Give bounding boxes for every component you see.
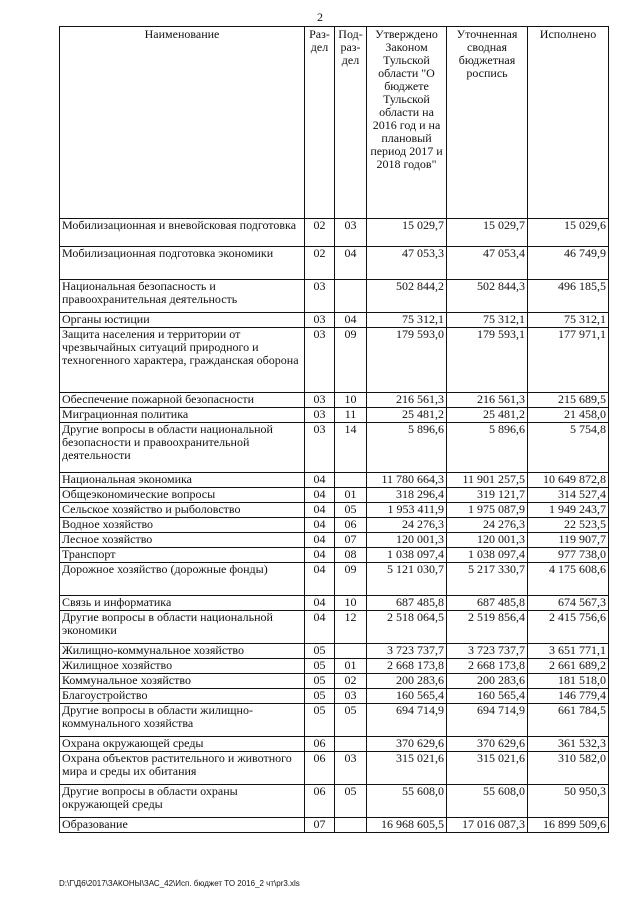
row-revised: 370 629,6: [447, 737, 528, 752]
table-row: [60, 503, 609, 518]
table-row: [60, 247, 609, 280]
row-subsection: 02: [335, 674, 367, 689]
row-section: 04: [305, 563, 335, 596]
row-executed: 22 523,5: [528, 518, 609, 533]
row-approved: 24 276,3: [367, 518, 447, 533]
row-subsection: [335, 737, 367, 752]
table-row: [60, 611, 609, 644]
row-executed: 21 458,0: [528, 408, 609, 423]
row-approved: 179 593,0: [367, 328, 447, 393]
row-section: 04: [305, 503, 335, 518]
row-section: 02: [305, 219, 335, 247]
row-executed: 2 415 756,6: [528, 611, 609, 644]
row-revised: 1 038 097,4: [447, 548, 528, 563]
header-approved: Утверждено Законом Тульской области "О бюджете Тульской области на 2016 год и на плановый период 2017 и 2018 годов": [367, 27, 447, 219]
row-revised: 2 668 173,8: [447, 659, 528, 674]
row-name: Другие вопросы в области национальной экономики: [60, 611, 305, 644]
row-approved: 1 953 411,9: [367, 503, 447, 518]
row-section: 04: [305, 518, 335, 533]
row-approved: 687 485,8: [367, 596, 447, 611]
row-subsection: 07: [335, 533, 367, 548]
row-revised: 2 519 856,4: [447, 611, 528, 644]
row-revised: 55 608,0: [447, 785, 528, 818]
row-executed: 314 527,4: [528, 488, 609, 503]
table-row: [60, 473, 609, 488]
row-subsection: 09: [335, 563, 367, 596]
row-executed: 361 532,3: [528, 737, 609, 752]
row-subsection: 10: [335, 596, 367, 611]
row-revised: 3 723 737,7: [447, 644, 528, 659]
row-revised: 315 021,6: [447, 752, 528, 785]
row-approved: 315 021,6: [367, 752, 447, 785]
row-section: 04: [305, 488, 335, 503]
row-section: 06: [305, 785, 335, 818]
table-row: [60, 408, 609, 423]
row-subsection: [335, 644, 367, 659]
row-revised: 5 217 330,7: [447, 563, 528, 596]
row-subsection: 10: [335, 393, 367, 408]
row-executed: 181 518,0: [528, 674, 609, 689]
row-approved: 160 565,4: [367, 689, 447, 704]
row-section: 05: [305, 704, 335, 737]
row-executed: 1 949 243,7: [528, 503, 609, 518]
row-revised: 25 481,2: [447, 408, 528, 423]
table-row: [60, 752, 609, 785]
table-row: [60, 644, 609, 659]
row-name: Жилищно-коммунальное хозяйство: [60, 644, 305, 659]
row-approved: 25 481,2: [367, 408, 447, 423]
row-name: Связь и информатика: [60, 596, 305, 611]
row-approved: 200 283,6: [367, 674, 447, 689]
table-row: [60, 548, 609, 563]
row-executed: 674 567,3: [528, 596, 609, 611]
row-revised: 5 896,6: [447, 423, 528, 473]
row-section: 06: [305, 752, 335, 785]
row-subsection: 11: [335, 408, 367, 423]
row-subsection: 08: [335, 548, 367, 563]
row-name: Коммунальное хозяйство: [60, 674, 305, 689]
row-section: 03: [305, 280, 335, 313]
row-executed: 310 582,0: [528, 752, 609, 785]
row-revised: 75 312,1: [447, 313, 528, 328]
row-executed: 46 749,9: [528, 247, 609, 280]
row-revised: 120 001,3: [447, 533, 528, 548]
row-name: Дорожное хозяйство (дорожные фонды): [60, 563, 305, 596]
row-subsection: 05: [335, 704, 367, 737]
table-row: [60, 704, 609, 737]
row-section: 04: [305, 473, 335, 488]
table-row: [60, 785, 609, 818]
row-executed: 661 784,5: [528, 704, 609, 737]
row-name: Общеэкономические вопросы: [60, 488, 305, 503]
row-subsection: 03: [335, 219, 367, 247]
table-row: [60, 674, 609, 689]
header-executed: Исполнено: [528, 27, 609, 219]
row-approved: 75 312,1: [367, 313, 447, 328]
row-subsection: 06: [335, 518, 367, 533]
row-name: Сельское хозяйство и рыболовство: [60, 503, 305, 518]
row-revised: 502 844,3: [447, 280, 528, 313]
row-executed: 16 899 509,6: [528, 818, 609, 833]
row-revised: 160 565,4: [447, 689, 528, 704]
table-row: [60, 488, 609, 503]
row-subsection: [335, 280, 367, 313]
header-name: Наименование: [60, 27, 305, 219]
row-name: Мобилизационная и вневойсковая подготовка: [60, 219, 305, 247]
row-subsection: 05: [335, 785, 367, 818]
row-section: 04: [305, 533, 335, 548]
row-approved: 502 844,2: [367, 280, 447, 313]
row-name: Транспорт: [60, 548, 305, 563]
row-revised: 179 593,1: [447, 328, 528, 393]
row-name: Органы юстиции: [60, 313, 305, 328]
table-row: [60, 659, 609, 674]
row-executed: 10 649 872,8: [528, 473, 609, 488]
row-approved: 2 668 173,8: [367, 659, 447, 674]
row-executed: 15 029,6: [528, 219, 609, 247]
row-revised: 47 053,4: [447, 247, 528, 280]
row-name: Другие вопросы в области жилищно-коммунального хозяйства: [60, 704, 305, 737]
row-approved: 11 780 664,3: [367, 473, 447, 488]
row-section: 06: [305, 737, 335, 752]
row-name: Национальная безопасность и правоохранительная деятельность: [60, 280, 305, 313]
table-row: [60, 596, 609, 611]
row-approved: 3 723 737,7: [367, 644, 447, 659]
row-subsection: 03: [335, 689, 367, 704]
row-revised: 17 016 087,3: [447, 818, 528, 833]
row-name: Водное хозяйство: [60, 518, 305, 533]
row-executed: 4 175 608,6: [528, 563, 609, 596]
row-name: Охрана окружающей среды: [60, 737, 305, 752]
row-approved: 216 561,3: [367, 393, 447, 408]
row-section: 04: [305, 611, 335, 644]
row-section: 03: [305, 313, 335, 328]
row-section: 03: [305, 408, 335, 423]
row-executed: 146 779,4: [528, 689, 609, 704]
row-subsection: 12: [335, 611, 367, 644]
row-approved: 47 053,3: [367, 247, 447, 280]
row-subsection: [335, 473, 367, 488]
row-name: Обеспечение пожарной безопасности: [60, 393, 305, 408]
row-approved: 55 608,0: [367, 785, 447, 818]
row-section: 04: [305, 548, 335, 563]
row-executed: 119 907,7: [528, 533, 609, 548]
row-name: Мобилизационная подготовка экономики: [60, 247, 305, 280]
row-name: Благоустройство: [60, 689, 305, 704]
row-section: 07: [305, 818, 335, 833]
row-approved: 2 518 064,5: [367, 611, 447, 644]
row-executed: 3 651 771,1: [528, 644, 609, 659]
row-revised: 11 901 257,5: [447, 473, 528, 488]
row-approved: 370 629,6: [367, 737, 447, 752]
row-name: Защита населения и территории от чрезвычайных ситуаций природного и техногенного характера, гражданская оборона: [60, 328, 305, 393]
row-name: Другие вопросы в области национальной безопасности и правоохранительной деятельности: [60, 423, 305, 473]
row-approved: 16 968 605,5: [367, 818, 447, 833]
row-subsection: 09: [335, 328, 367, 393]
row-revised: 1 975 087,9: [447, 503, 528, 518]
table-body: [60, 219, 609, 833]
row-subsection: 04: [335, 313, 367, 328]
row-executed: 496 185,5: [528, 280, 609, 313]
row-subsection: 03: [335, 752, 367, 785]
row-name: Лесное хозяйство: [60, 533, 305, 548]
page-number: 2: [317, 10, 323, 24]
table-row: [60, 423, 609, 473]
header-revised: Уточненная сводная бюджетная роспись: [447, 27, 528, 219]
table-row: [60, 737, 609, 752]
row-revised: 200 283,6: [447, 674, 528, 689]
row-section: 05: [305, 659, 335, 674]
row-subsection: 05: [335, 503, 367, 518]
row-subsection: 14: [335, 423, 367, 473]
file-path-footer: D:\Г\Д6\2017\ЗАКОНЫ\ЗАС_42\Исп. бюджет ТО 2016_2 чт\pr3.xls: [59, 879, 300, 888]
table-row: [60, 563, 609, 596]
row-name: Миграционная политика: [60, 408, 305, 423]
row-executed: 75 312,1: [528, 313, 609, 328]
row-name: Жилищное хозяйство: [60, 659, 305, 674]
row-revised: 687 485,8: [447, 596, 528, 611]
row-revised: 216 561,3: [447, 393, 528, 408]
row-section: 05: [305, 689, 335, 704]
row-executed: 2 661 689,2: [528, 659, 609, 674]
row-section: 05: [305, 674, 335, 689]
row-revised: 319 121,7: [447, 488, 528, 503]
row-name: Национальная экономика: [60, 473, 305, 488]
row-revised: 694 714,9: [447, 704, 528, 737]
row-section: 02: [305, 247, 335, 280]
row-approved: 694 714,9: [367, 704, 447, 737]
table-row: [60, 280, 609, 313]
table-header-row: [60, 27, 609, 219]
row-section: 03: [305, 423, 335, 473]
row-name: Другие вопросы в области охраны окружающей среды: [60, 785, 305, 818]
table-row: [60, 518, 609, 533]
row-approved: 1 038 097,4: [367, 548, 447, 563]
row-approved: 318 296,4: [367, 488, 447, 503]
row-approved: 15 029,7: [367, 219, 447, 247]
row-section: 05: [305, 644, 335, 659]
row-name: Образование: [60, 818, 305, 833]
header-section: Раз-дел: [305, 27, 335, 219]
row-subsection: 01: [335, 659, 367, 674]
table-row: [60, 328, 609, 393]
row-approved: 120 001,3: [367, 533, 447, 548]
row-executed: 50 950,3: [528, 785, 609, 818]
table-row: [60, 689, 609, 704]
row-section: 03: [305, 393, 335, 408]
table-row: [60, 313, 609, 328]
row-section: 03: [305, 328, 335, 393]
row-subsection: 04: [335, 247, 367, 280]
header-subsection: Под-раз-дел: [335, 27, 367, 219]
budget-execution-table: [59, 26, 609, 833]
row-approved: 5 121 030,7: [367, 563, 447, 596]
table-row: [60, 533, 609, 548]
row-revised: 24 276,3: [447, 518, 528, 533]
table-row: [60, 393, 609, 408]
row-approved: 5 896,6: [367, 423, 447, 473]
row-executed: 177 971,1: [528, 328, 609, 393]
table-row: [60, 219, 609, 247]
row-executed: 977 738,0: [528, 548, 609, 563]
row-section: 04: [305, 596, 335, 611]
row-name: Охрана объектов растительного и животного мира и среды их обитания: [60, 752, 305, 785]
row-subsection: 01: [335, 488, 367, 503]
row-executed: 5 754,8: [528, 423, 609, 473]
table-row: [60, 818, 609, 833]
row-revised: 15 029,7: [447, 219, 528, 247]
row-executed: 215 689,5: [528, 393, 609, 408]
row-subsection: [335, 818, 367, 833]
